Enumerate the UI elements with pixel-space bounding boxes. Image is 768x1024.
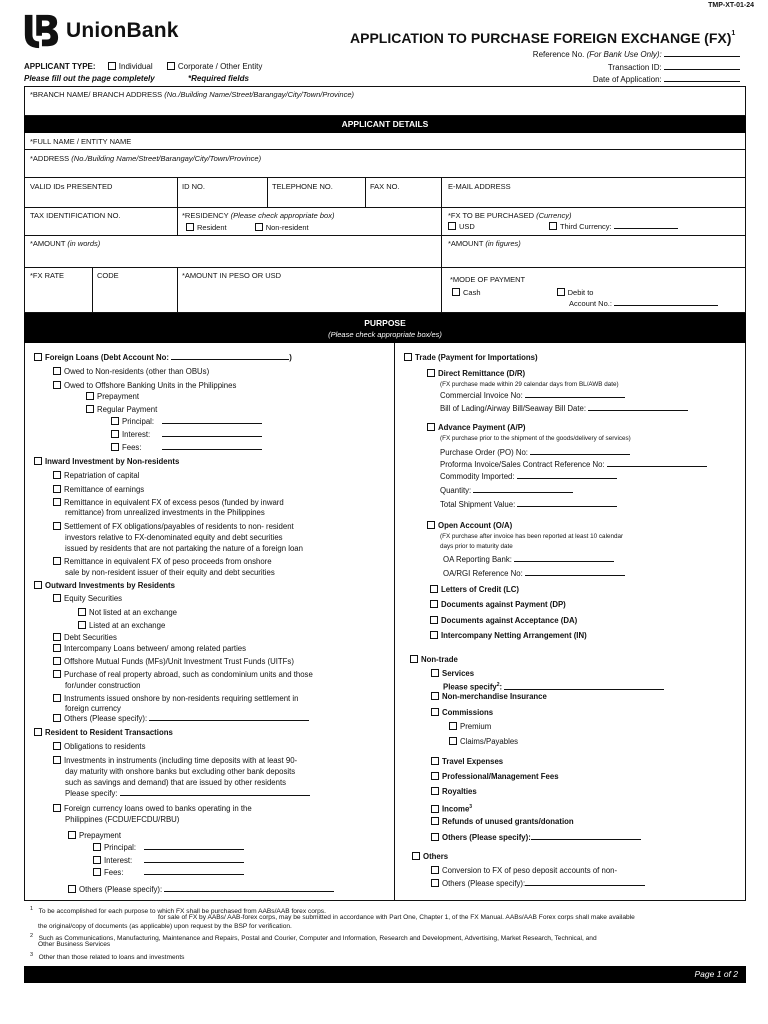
oa-bank-field[interactable] bbox=[514, 555, 614, 562]
oa-note-1: (FX purchase after invoice has been reported at least 10 calendar bbox=[440, 533, 624, 540]
valid-ids-label: VALID IDs PRESENTED bbox=[30, 182, 113, 191]
offshore-funds: Offshore Mutual Funds (MFs)/Unit Investment Trust Funds (UITFs) bbox=[53, 657, 294, 667]
fees-2: Fees: bbox=[93, 868, 244, 878]
prepayment-2-checkbox[interactable] bbox=[68, 831, 76, 839]
others-section: Others bbox=[412, 852, 448, 862]
required-note: *Required fields bbox=[188, 74, 249, 83]
commissions: Commissions bbox=[431, 708, 493, 718]
non-resident-checkbox[interactable] bbox=[255, 223, 263, 231]
services: Services bbox=[431, 669, 474, 679]
footer-bar bbox=[24, 966, 746, 983]
footnote-1-cont-2: the original/copy of documents (as applicable) upon request by the BSP for verification. bbox=[38, 923, 292, 930]
professional-fees: Professional/Management Fees bbox=[431, 772, 559, 782]
fill-note: Please fill out the page completely bbox=[24, 74, 155, 83]
commercial-invoice: Commercial Invoice No: bbox=[440, 391, 625, 401]
form-code: TMP-XT-01-24 bbox=[708, 2, 754, 9]
remittance-earnings: Remittance of earnings bbox=[53, 485, 144, 495]
oa-bank: OA Reporting Bank: bbox=[443, 555, 614, 565]
account-no: Account No.: bbox=[569, 299, 718, 308]
outward-others-field[interactable] bbox=[149, 714, 309, 721]
fees-field[interactable] bbox=[162, 443, 262, 450]
total-shipment-field[interactable] bbox=[517, 500, 617, 507]
repatriation-checkbox[interactable] bbox=[53, 471, 61, 479]
lc-checkbox[interactable] bbox=[430, 585, 438, 593]
dp-checkbox[interactable] bbox=[430, 600, 438, 608]
professional-checkbox[interactable] bbox=[431, 772, 439, 780]
po-no: Purchase Order (PO) No: bbox=[440, 448, 630, 458]
investments-checkbox[interactable] bbox=[53, 756, 61, 764]
amount-figures-label: *AMOUNT (in figures) bbox=[448, 239, 521, 248]
outward-investments: Outward Investments by Residents bbox=[34, 581, 175, 591]
royalties: Royalties bbox=[431, 787, 477, 797]
date-field[interactable] bbox=[664, 75, 740, 82]
address-label: *ADDRESS (No./Building Name/Street/Barangay/City/Town/Province) bbox=[30, 154, 262, 163]
id-no-label: ID NO. bbox=[182, 182, 205, 191]
proforma-field[interactable] bbox=[607, 460, 707, 467]
open-account-checkbox[interactable] bbox=[427, 521, 435, 529]
unionbank-logo-icon bbox=[22, 12, 60, 50]
income: Income$^3$ bbox=[431, 802, 472, 815]
fees-2-checkbox[interactable] bbox=[93, 868, 101, 876]
fx-purchased-label: *FX TO BE PURCHASED (Currency) bbox=[448, 211, 572, 220]
fax-label: FAX NO. bbox=[370, 182, 400, 191]
inward-investment: Inward Investment by Non-residents bbox=[34, 457, 179, 467]
services-specify-field[interactable] bbox=[504, 683, 664, 690]
real-property: Purchase of real property abroad, such as condominium units and those bbox=[53, 670, 313, 680]
remittance-earnings-checkbox[interactable] bbox=[53, 485, 61, 493]
equity-checkbox[interactable] bbox=[53, 594, 61, 602]
oa-rgi: OA/RGI Reference No: bbox=[443, 569, 625, 579]
principal-2-field[interactable] bbox=[144, 843, 244, 850]
refunds-checkbox[interactable] bbox=[431, 817, 439, 825]
settlement-cont-2: issued by residents that are not partaking the nature of a foreign loan bbox=[65, 544, 303, 553]
principal-checkbox[interactable] bbox=[111, 417, 119, 425]
equity-securities: Equity Securities bbox=[53, 594, 122, 604]
remit-excess-cont: remittance) from unrealized investments in the Philippines bbox=[65, 508, 265, 517]
royalties-checkbox[interactable] bbox=[431, 787, 439, 795]
listed: Listed at an exchange bbox=[78, 621, 165, 631]
regular-payment-checkbox[interactable] bbox=[86, 405, 94, 413]
investments-specify-field[interactable] bbox=[120, 789, 310, 796]
premium-checkbox[interactable] bbox=[449, 722, 457, 730]
reference-no-field[interactable] bbox=[664, 50, 740, 57]
resident-to-resident: Resident to Resident Transactions bbox=[34, 728, 173, 738]
trade-checkbox[interactable] bbox=[404, 353, 412, 361]
not-listed: Not listed at an exchange bbox=[78, 608, 177, 618]
investments-cont-2: such as savings and demand) that are issued by other residents bbox=[65, 778, 287, 787]
letters-of-credit: Letters of Credit (LC) bbox=[430, 585, 519, 595]
instruments-checkbox[interactable] bbox=[53, 694, 61, 702]
income-checkbox[interactable] bbox=[431, 805, 439, 813]
fees-checkbox[interactable] bbox=[111, 443, 119, 451]
applicant-type: APPLICANT TYPE: Individual Corporate / Other Entity bbox=[24, 62, 263, 71]
others-specify-2-checkbox[interactable] bbox=[431, 879, 439, 887]
non-trade-others: Others (Please specify): bbox=[431, 833, 641, 843]
corporate-checkbox[interactable] bbox=[167, 62, 175, 70]
r2r-checkbox[interactable] bbox=[34, 728, 42, 736]
footnote-2-cont: Other Business Services bbox=[38, 941, 111, 948]
non-trade-others-field[interactable] bbox=[531, 833, 641, 840]
resident-checkbox[interactable] bbox=[186, 223, 194, 231]
settlement-checkbox[interactable] bbox=[53, 522, 61, 530]
foreign-loans: Foreign Loans (Debt Account No: ) bbox=[34, 353, 292, 363]
interest-2: Interest: bbox=[93, 856, 244, 866]
owed-offshore-checkbox[interactable] bbox=[53, 381, 61, 389]
netting-checkbox[interactable] bbox=[430, 631, 438, 639]
usd-checkbox[interactable] bbox=[448, 222, 456, 230]
fc-loans-cont: Philippines (FCDU/EFCDU/RBU) bbox=[65, 815, 180, 824]
code-label: CODE bbox=[97, 271, 119, 280]
page-number: Page 1 of 2 bbox=[694, 969, 738, 979]
real-property-checkbox[interactable] bbox=[53, 670, 61, 678]
fc-loans-checkbox[interactable] bbox=[53, 804, 61, 812]
trade: Trade (Payment for Importations) bbox=[404, 353, 538, 363]
proforma: Proforma Invoice/Sales Contract Reference No: bbox=[440, 460, 707, 470]
prepayment-2: Prepayment bbox=[68, 831, 121, 841]
owed-non-residents: Owed to Non-residents (other than OBUs) bbox=[53, 367, 209, 377]
fees: Fees: bbox=[111, 443, 262, 453]
obligations: Obligations to residents bbox=[53, 742, 145, 752]
logo-text: UnionBank bbox=[66, 19, 179, 42]
amount-words-label: *AMOUNT (in words) bbox=[30, 239, 101, 248]
commodity-field[interactable] bbox=[517, 472, 617, 479]
open-account: Open Account (O/A) bbox=[427, 521, 512, 531]
obligations-checkbox[interactable] bbox=[53, 742, 61, 750]
investments-specify: Please specify: bbox=[65, 789, 310, 799]
non-trade: Non-trade bbox=[410, 655, 458, 665]
others-specify-2: Others (Please specify): bbox=[431, 879, 645, 889]
non-merch-checkbox[interactable] bbox=[431, 692, 439, 700]
oa-note-2: days prior to maturity date bbox=[440, 543, 513, 550]
investments: Investments in instruments (including time deposits with at least 90- bbox=[53, 756, 297, 766]
owed-non-residents-checkbox[interactable] bbox=[53, 367, 61, 375]
refunds: Refunds of unused grants/donation bbox=[431, 817, 574, 827]
quantity: Quantity: bbox=[440, 486, 573, 496]
interest-field[interactable] bbox=[162, 430, 262, 437]
interest-2-field[interactable] bbox=[144, 856, 244, 863]
transaction-id: Transaction ID: bbox=[608, 63, 740, 72]
footnote-3: $^3$ Other than those related to loans and investments bbox=[30, 952, 185, 962]
da-checkbox[interactable] bbox=[430, 616, 438, 624]
others-checkbox[interactable] bbox=[412, 852, 420, 860]
non-trade-checkbox[interactable] bbox=[410, 655, 418, 663]
interest: Interest: bbox=[111, 430, 262, 440]
r2r-others: Others (Please specify): bbox=[68, 885, 334, 895]
premium: Premium bbox=[449, 722, 491, 732]
investments-cont-1: day maturity with onshore banks but excluding other bank deposits bbox=[65, 767, 296, 776]
settlement-cont-1: investors relative to FX-denominated equity and debt securities bbox=[65, 533, 283, 542]
page-title: APPLICATION TO PURCHASE FOREIGN EXCHANGE (FX)$^1$ bbox=[350, 30, 736, 46]
unionbank-logo bbox=[22, 12, 179, 50]
full-name-label: *FULL NAME / ENTITY NAME bbox=[30, 137, 132, 146]
email-label: E-MAIL ADDRESS bbox=[448, 182, 511, 191]
conversion: Conversion to FX of peso deposit accounts of non- bbox=[431, 866, 617, 876]
regular-payment: Regular Payment bbox=[86, 405, 157, 415]
travel-expenses: Travel Expenses bbox=[431, 757, 503, 767]
footnote-1-cont: for sale of FX by AABs/ AAB-forex corps, may be submitted in accordance with Part One, Chapter 1, of the FX Manual. AABs/AAB Forex corps shall make available bbox=[158, 914, 635, 921]
telephone-label: TELEPHONE NO. bbox=[272, 182, 333, 191]
cash-checkbox[interactable] bbox=[452, 288, 460, 296]
services-specify: Please specify$^2$: bbox=[443, 680, 664, 693]
others-specify-2-field[interactable] bbox=[525, 879, 645, 886]
branch-label: *BRANCH NAME/ BRANCH ADDRESS (No./Building Name/Street/Barangay/City/Town/Province) bbox=[30, 90, 355, 99]
total-shipment: Total Shipment Value: bbox=[440, 500, 617, 510]
dr-note: (FX purchase made within 29 calendar days from BL/AWB date) bbox=[440, 381, 619, 388]
instruments-onshore: Instruments issued onshore by non-residents requiring settlement in bbox=[53, 694, 298, 704]
documents-against-acceptance: Documents against Acceptance (DA) bbox=[430, 616, 577, 626]
repatriation: Repatriation of capital bbox=[53, 471, 139, 481]
commodity: Commodity Imported: bbox=[440, 472, 617, 482]
principal: Principal: bbox=[111, 417, 262, 427]
interest-2-checkbox[interactable] bbox=[93, 856, 101, 864]
services-checkbox[interactable] bbox=[431, 669, 439, 677]
claims: Claims/Payables bbox=[449, 737, 518, 747]
bill-of-lading-field[interactable] bbox=[588, 404, 688, 411]
applicant-details-band: APPLICANT DETAILS bbox=[24, 116, 746, 133]
claims-checkbox[interactable] bbox=[449, 737, 457, 745]
po-no-field[interactable] bbox=[530, 448, 630, 455]
non-trade-others-checkbox[interactable] bbox=[431, 833, 439, 841]
r2r-others-checkbox[interactable] bbox=[68, 885, 76, 893]
not-listed-checkbox[interactable] bbox=[78, 608, 86, 616]
principal-2-checkbox[interactable] bbox=[93, 843, 101, 851]
inward-checkbox[interactable] bbox=[34, 457, 42, 465]
fees-2-field[interactable] bbox=[144, 868, 244, 875]
settlement: Settlement of FX obligations/payables of residents to non- resident bbox=[53, 522, 294, 532]
fx-currency-options: USD Third Currency: bbox=[448, 222, 678, 231]
residency-options: Resident Non-resident bbox=[186, 223, 309, 232]
third-currency-field[interactable] bbox=[614, 222, 678, 229]
offshore-funds-checkbox[interactable] bbox=[53, 657, 61, 665]
amount-peso-label: *AMOUNT IN PESO OR USD bbox=[182, 271, 282, 280]
transaction-id-field[interactable] bbox=[664, 63, 740, 70]
account-no-field[interactable] bbox=[614, 299, 718, 306]
advance-payment: Advance Payment (A/P) bbox=[427, 423, 526, 433]
debt-checkbox[interactable] bbox=[53, 633, 61, 641]
conversion-checkbox[interactable] bbox=[431, 866, 439, 874]
prepayment: Prepayment bbox=[86, 392, 139, 402]
r2r-others-field[interactable] bbox=[164, 885, 334, 892]
principal-2: Principal: bbox=[93, 843, 244, 853]
advance-payment-checkbox[interactable] bbox=[427, 423, 435, 431]
intercompany-loans-checkbox[interactable] bbox=[53, 644, 61, 652]
instruments-cont: foreign currency bbox=[65, 704, 121, 713]
third-currency-checkbox[interactable] bbox=[549, 222, 557, 230]
residency-label: *RESIDENCY (Please check appropriate box) bbox=[182, 211, 335, 220]
debt-securities: Debt Securities bbox=[53, 633, 117, 643]
mode-of-payment-label: *MODE OF PAYMENT bbox=[450, 275, 526, 284]
outward-others: Others (Please specify): bbox=[53, 714, 309, 724]
purpose-band: PURPOSE (Please check appropriate box/es) bbox=[24, 313, 746, 343]
remit-excess-checkbox[interactable] bbox=[53, 498, 61, 506]
tin-label: TAX IDENTIFICATION NO. bbox=[30, 211, 121, 220]
interest-checkbox[interactable] bbox=[111, 430, 119, 438]
debt-account-field[interactable] bbox=[171, 353, 289, 360]
outward-others-checkbox[interactable] bbox=[53, 714, 61, 722]
intercompany-loans: Intercompany Loans between/ among related parties bbox=[53, 644, 246, 654]
remit-onshore-cont: sale by non-resident issuer of their equity and debt securities bbox=[65, 568, 275, 577]
commercial-invoice-field[interactable] bbox=[525, 391, 625, 398]
principal-field[interactable] bbox=[162, 417, 262, 424]
non-merch-insurance: Non-merchandise Insurance bbox=[431, 692, 547, 702]
date-of-application: Date of Application: bbox=[593, 75, 740, 84]
oa-rgi-field[interactable] bbox=[525, 569, 625, 576]
foreign-loans-checkbox[interactable] bbox=[34, 353, 42, 361]
fc-loans: Foreign currency loans owed to banks operating in the bbox=[53, 804, 252, 814]
outward-checkbox[interactable] bbox=[34, 581, 42, 589]
individual-checkbox[interactable] bbox=[108, 62, 116, 70]
reference-no: Reference No. (For Bank Use Only): bbox=[533, 50, 740, 59]
intercompany-netting: Intercompany Netting Arrangement (IN) bbox=[430, 631, 587, 641]
remit-excess: Remittance in equivalent FX of excess pesos (funded by inward bbox=[53, 498, 284, 508]
footnote-2: $^2$ Such as Communications, Manufacturing, Maintenance and Repairs, Postal and Courier, Computer and Information, Research and Development, Advertising, Market Research, Technical, and bbox=[30, 933, 597, 943]
debit-checkbox[interactable] bbox=[557, 288, 565, 296]
travel-checkbox[interactable] bbox=[431, 757, 439, 765]
fx-rate-label: *FX RATE bbox=[30, 271, 65, 280]
real-property-cont: for/under construction bbox=[65, 681, 141, 690]
listed-checkbox[interactable] bbox=[78, 621, 86, 629]
direct-remittance: Direct Remittance (D/R) bbox=[427, 369, 525, 379]
bill-of-lading: Bill of Lading/Airway Bill/Seaway Bill Date: bbox=[440, 404, 688, 414]
owed-offshore: Owed to Offshore Banking Units in the Philippines bbox=[53, 381, 236, 391]
commissions-checkbox[interactable] bbox=[431, 708, 439, 716]
direct-remittance-checkbox[interactable] bbox=[427, 369, 435, 377]
quantity-field[interactable] bbox=[473, 486, 573, 493]
ap-note: (FX purchase prior to the shipment of the goods/delivery of services) bbox=[440, 435, 631, 442]
prepayment-checkbox[interactable] bbox=[86, 392, 94, 400]
remit-onshore-checkbox[interactable] bbox=[53, 557, 61, 565]
footnote-1: $^1$ To be accomplished for each purpose to which FX shall be purchased from AABs/AAB forex corps. bbox=[30, 906, 326, 916]
documents-against-payment: Documents against Payment (DP) bbox=[430, 600, 566, 610]
payment-options: Cash Debit to bbox=[452, 288, 593, 297]
remit-onshore: Remittance in equivalent FX of peso proceeds from onshore bbox=[53, 557, 272, 567]
